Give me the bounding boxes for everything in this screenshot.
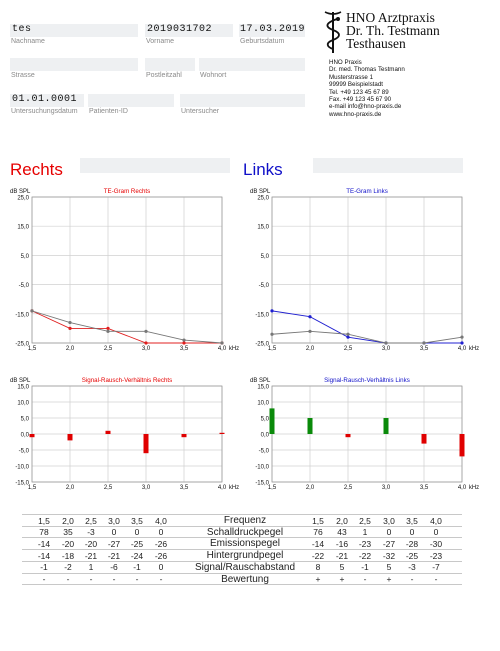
- practice-title-line-3: Testhausen: [346, 36, 406, 51]
- table-cell-right: -26: [154, 550, 168, 561]
- address-line: e-mail info@hno-praxis.de: [329, 103, 402, 111]
- table-cell-left: -32: [382, 550, 396, 561]
- table-row-label: Frequenz: [223, 515, 267, 526]
- table-cell-left: 43: [337, 527, 347, 538]
- plot-frame: [32, 197, 222, 343]
- x-tick-label: 2,5: [103, 346, 113, 352]
- table-cell-right: -20: [61, 538, 75, 549]
- table-cell-right: 0: [158, 562, 164, 573]
- table-cell-left: -28: [405, 538, 419, 549]
- untersucher-label: Untersucher: [181, 108, 220, 115]
- chart-te-gram-links: [240, 183, 500, 355]
- table-cell-left: 3,0: [383, 515, 395, 526]
- x-tick-label: 4,0: [217, 346, 227, 352]
- background-point: [460, 336, 463, 339]
- background-point: [68, 321, 71, 324]
- table-cell-left: -14: [311, 538, 325, 549]
- table-cell-left: 8: [315, 562, 321, 573]
- x-axis-unit: kHz: [228, 485, 240, 491]
- y-tick-label: -15,0: [255, 312, 269, 319]
- y-tick-label: 15,0: [17, 224, 29, 231]
- vorname-value: 2019031702: [147, 24, 213, 35]
- geburtsdatum-label: Geburtsdatum: [240, 38, 285, 45]
- chart-te-gram-rechts: [0, 183, 250, 355]
- x-tick-label: 4,0: [457, 485, 467, 491]
- table-cell-right: -26: [154, 538, 168, 549]
- chart-title: Signal-Rausch-Verhältnis Rechts: [81, 377, 173, 384]
- x-axis-unit: kHz: [228, 346, 240, 352]
- table-cell-left: 0: [409, 527, 415, 538]
- table-row-label: Emissionspegel: [209, 538, 281, 550]
- table-cell-left: 3,5: [406, 515, 418, 526]
- x-tick-label: 4,0: [217, 485, 227, 491]
- snr-bar: [30, 434, 35, 437]
- side-left-extra-field[interactable]: [313, 158, 463, 173]
- side-right-extra-field[interactable]: [80, 158, 230, 173]
- practice-title-line-1: HNO Arztpraxis: [346, 10, 435, 25]
- table-cell-right: 78: [39, 527, 49, 538]
- table-cell-left: -23: [429, 550, 443, 561]
- table-cell-right: 2,5: [85, 515, 97, 526]
- table-cell-right: -20: [84, 538, 98, 549]
- background-point: [346, 333, 349, 336]
- y-axis-label: dB SPL: [10, 189, 31, 195]
- table-cell-right: 0: [158, 527, 164, 538]
- y-axis-label: dB SPL: [10, 378, 31, 384]
- chart-title: Signal-Rausch-Verhältnis Links: [324, 377, 410, 384]
- background-point: [182, 338, 185, 341]
- snr-bar: [308, 418, 313, 434]
- x-tick-label: 1,5: [267, 346, 277, 352]
- y-tick-label: 25,0: [257, 195, 269, 202]
- table-cell-left: 1,5: [312, 515, 324, 526]
- snr-bar: [220, 433, 225, 434]
- table-cell-left: 4,0: [430, 515, 442, 526]
- table-cell-left: 2,5: [359, 515, 371, 526]
- y-tick-label: -15,0: [255, 480, 269, 487]
- untersuchungsdatum-label: Untersuchungsdatum: [11, 108, 78, 115]
- wohnort-label: Wohnort: [200, 72, 227, 79]
- x-axis-unit: kHz: [468, 346, 480, 352]
- untersuchungsdatum-value: 01.01.0001: [12, 94, 78, 105]
- side-title-left: Links: [243, 160, 283, 179]
- address-line: 99999 Beispielstadt: [329, 81, 384, 89]
- y-tick-label: -5,0: [18, 283, 29, 290]
- table-cell-left: -3: [408, 562, 416, 573]
- table-cell-right: 2,0: [62, 515, 74, 526]
- table-row-label: Signal/Rauschabstand: [194, 561, 296, 573]
- table-cell-left: 0: [433, 527, 439, 538]
- background-point: [308, 330, 311, 333]
- x-tick-label: 3,0: [381, 485, 391, 491]
- table-cell-right: -: [89, 574, 93, 584]
- emission-point: [270, 309, 273, 312]
- x-tick-label: 2,5: [343, 346, 353, 352]
- chart-title: TE-Gram Rechts: [103, 188, 151, 195]
- snr-bar: [460, 434, 465, 456]
- strasse-label: Strasse: [11, 72, 35, 79]
- table-cell-right: -: [159, 574, 163, 584]
- table-cell-left: -25: [405, 550, 419, 561]
- table-cell-left: 1: [362, 527, 368, 538]
- snr-bar: [422, 434, 427, 444]
- snr-bar: [144, 434, 149, 453]
- emission-point: [144, 341, 147, 344]
- y-tick-label: 10,0: [17, 400, 29, 407]
- caduceus-logo-icon: [322, 9, 344, 55]
- y-tick-label: 5,0: [20, 253, 29, 260]
- background-line: [272, 331, 462, 343]
- snr-bar: [346, 434, 351, 437]
- chart-title: TE-Gram Links: [346, 188, 388, 195]
- snr-bar: [270, 408, 275, 434]
- address-line: Fax. +49 123 45 67 90: [329, 96, 392, 104]
- y-tick-label: 15,0: [257, 224, 269, 231]
- background-point: [220, 341, 223, 344]
- y-tick-label: -5,0: [258, 448, 269, 455]
- y-tick-label: 5,0: [260, 416, 269, 423]
- y-tick-label: -10,0: [15, 464, 29, 471]
- table-cell-left: 5: [339, 562, 345, 573]
- table-cell-left: -22: [311, 550, 325, 561]
- table-cell-left: +: [315, 574, 321, 584]
- y-tick-label: -10,0: [255, 464, 269, 471]
- x-tick-label: 3,0: [141, 346, 151, 352]
- practice-title: [346, 11, 496, 50]
- table-cell-right: -25: [130, 538, 144, 549]
- chart-snr-links: [240, 372, 500, 494]
- wohnort-field[interactable]: [199, 58, 305, 71]
- y-tick-label: 5,0: [260, 253, 269, 260]
- address-line: www.hno-praxis.de: [329, 110, 382, 118]
- background-point: [144, 330, 147, 333]
- table-cell-left: -22: [358, 550, 372, 561]
- table-cell-right: 0: [134, 527, 140, 538]
- practice-title-line-2: Dr. Th. Testmann: [346, 23, 440, 38]
- table-cell-right: -27: [107, 538, 121, 549]
- x-tick-label: 3,0: [381, 346, 391, 352]
- x-tick-label: 3,5: [419, 485, 429, 491]
- table-cell-left: -16: [335, 538, 349, 549]
- emission-point: [308, 315, 311, 318]
- x-tick-label: 1,5: [27, 485, 37, 491]
- table-cell-right: 1,5: [38, 515, 50, 526]
- emission-point: [68, 327, 71, 330]
- y-axis-label: dB SPL: [250, 378, 271, 384]
- snr-bar: [182, 434, 187, 437]
- practice-address: [329, 59, 405, 118]
- background-point: [270, 333, 273, 336]
- table-cell-right: 1: [88, 562, 94, 573]
- address-line: Dr. med. Thomas Testmann: [329, 66, 405, 74]
- address-line: HNO Praxis: [329, 59, 362, 66]
- y-tick-label: 5,0: [20, 416, 29, 423]
- snr-bar: [68, 434, 73, 440]
- table-cell-right: -14: [37, 550, 51, 561]
- table-cell-left: -: [363, 574, 367, 584]
- table-cell-right: -: [112, 574, 116, 584]
- side-title-right: Rechts: [10, 160, 63, 179]
- plot-frame: [272, 197, 462, 343]
- y-tick-label: -5,0: [258, 283, 269, 290]
- table-cell-left: -21: [335, 550, 349, 561]
- x-tick-label: 1,5: [267, 485, 277, 491]
- table-cell-left: -1: [361, 562, 369, 573]
- table-cell-left: -30: [429, 538, 443, 549]
- geburtsdatum-value: 17.03.2019: [240, 24, 306, 35]
- table-cell-right: 35: [63, 527, 73, 538]
- x-tick-label: 3,5: [179, 346, 189, 352]
- vorname-label: Vorname: [146, 38, 175, 45]
- x-tick-label: 2,5: [343, 485, 353, 491]
- table-cell-right: 4,0: [155, 515, 167, 526]
- table-cell-left: 76: [313, 527, 323, 538]
- table-cell-left: -7: [432, 562, 440, 573]
- background-line: [32, 311, 222, 343]
- table-cell-right: 3,5: [131, 515, 143, 526]
- y-tick-label: -5,0: [18, 448, 29, 455]
- table-cell-left: 0: [386, 527, 392, 538]
- table-cell-left: +: [386, 574, 392, 584]
- table-cell-right: -21: [107, 550, 121, 561]
- x-tick-label: 3,5: [179, 485, 189, 491]
- table-cell-left: -23: [358, 538, 372, 549]
- patienten-id-label: Patienten-ID: [89, 108, 128, 115]
- emission-line: [32, 311, 222, 343]
- x-tick-label: 2,0: [65, 485, 75, 491]
- postleitzahl-label: Postleitzahl: [146, 72, 182, 79]
- x-tick-label: 2,5: [103, 485, 113, 491]
- y-tick-label: -15,0: [15, 312, 29, 319]
- strasse-field[interactable]: [10, 58, 138, 71]
- table-cell-right: -3: [87, 527, 95, 538]
- emission-point: [182, 341, 185, 344]
- table-cell-right: -1: [133, 562, 141, 573]
- x-tick-label: 2,0: [65, 346, 75, 352]
- table-cell-left: +: [339, 574, 345, 584]
- y-tick-label: 15,0: [17, 384, 29, 391]
- patienten-id-field[interactable]: [88, 94, 174, 107]
- y-tick-label: -25,0: [15, 341, 29, 348]
- emission-point: [346, 336, 349, 339]
- x-tick-label: 4,0: [457, 346, 467, 352]
- y-tick-label: 10,0: [257, 400, 269, 407]
- y-tick-label: 25,0: [17, 195, 29, 202]
- y-tick-label: 0,0: [260, 432, 269, 439]
- y-axis-label: dB SPL: [250, 189, 271, 195]
- y-tick-label: -25,0: [255, 341, 269, 348]
- chart-snr-rechts: [0, 372, 250, 494]
- table-cell-left: -27: [382, 538, 396, 549]
- nachname-label: Nachname: [11, 38, 45, 45]
- table-cell-right: -1: [40, 562, 48, 573]
- table-cell-left: -: [434, 574, 438, 584]
- y-tick-label: 0,0: [20, 432, 29, 439]
- emission-point: [106, 327, 109, 330]
- table-cell-right: -18: [61, 550, 75, 561]
- table-row-label: Hintergrundpegel: [206, 550, 284, 562]
- table-cell-right: -2: [64, 562, 72, 573]
- address-line: Tel. +49 123 45 67 89: [329, 88, 389, 96]
- background-point: [422, 341, 425, 344]
- table-cell-right: -24: [130, 550, 144, 561]
- table-cell-right: -: [135, 574, 139, 584]
- table-cell-left: -: [410, 574, 414, 584]
- table-row-label: Schalldruckpegel: [206, 526, 284, 538]
- table-cell-right: -6: [110, 562, 118, 573]
- table-row-label: Bewertung: [221, 573, 269, 585]
- nachname-value: tes: [12, 24, 32, 35]
- address-line: Musterstrasse 1: [329, 73, 374, 81]
- background-point: [384, 341, 387, 344]
- table-cell-right: -: [42, 574, 46, 584]
- background-point: [106, 330, 109, 333]
- x-tick-label: 3,5: [419, 346, 429, 352]
- table-cell-left: 2,0: [336, 515, 348, 526]
- snr-bar: [384, 418, 389, 434]
- table-cell-right: -: [66, 574, 70, 584]
- postleitzahl-field[interactable]: [145, 58, 195, 71]
- table-cell-right: 0: [111, 527, 117, 538]
- x-tick-label: 2,0: [305, 346, 315, 352]
- y-tick-label: -15,0: [15, 480, 29, 487]
- table-top-border: [22, 514, 462, 515]
- background-point: [30, 309, 33, 312]
- results-table: [0, 512, 500, 592]
- table-cell-right: 3,0: [108, 515, 120, 526]
- untersucher-field[interactable]: [180, 94, 305, 107]
- emission-point: [460, 341, 463, 344]
- x-tick-label: 3,0: [141, 485, 151, 491]
- x-tick-label: 1,5: [27, 346, 37, 352]
- table-cell-left: 5: [386, 562, 392, 573]
- snr-bar: [106, 431, 111, 434]
- table-cell-right: -14: [37, 538, 51, 549]
- y-tick-label: 15,0: [257, 384, 269, 391]
- x-axis-unit: kHz: [468, 485, 480, 491]
- table-cell-right: -21: [84, 550, 98, 561]
- x-tick-label: 2,0: [305, 485, 315, 491]
